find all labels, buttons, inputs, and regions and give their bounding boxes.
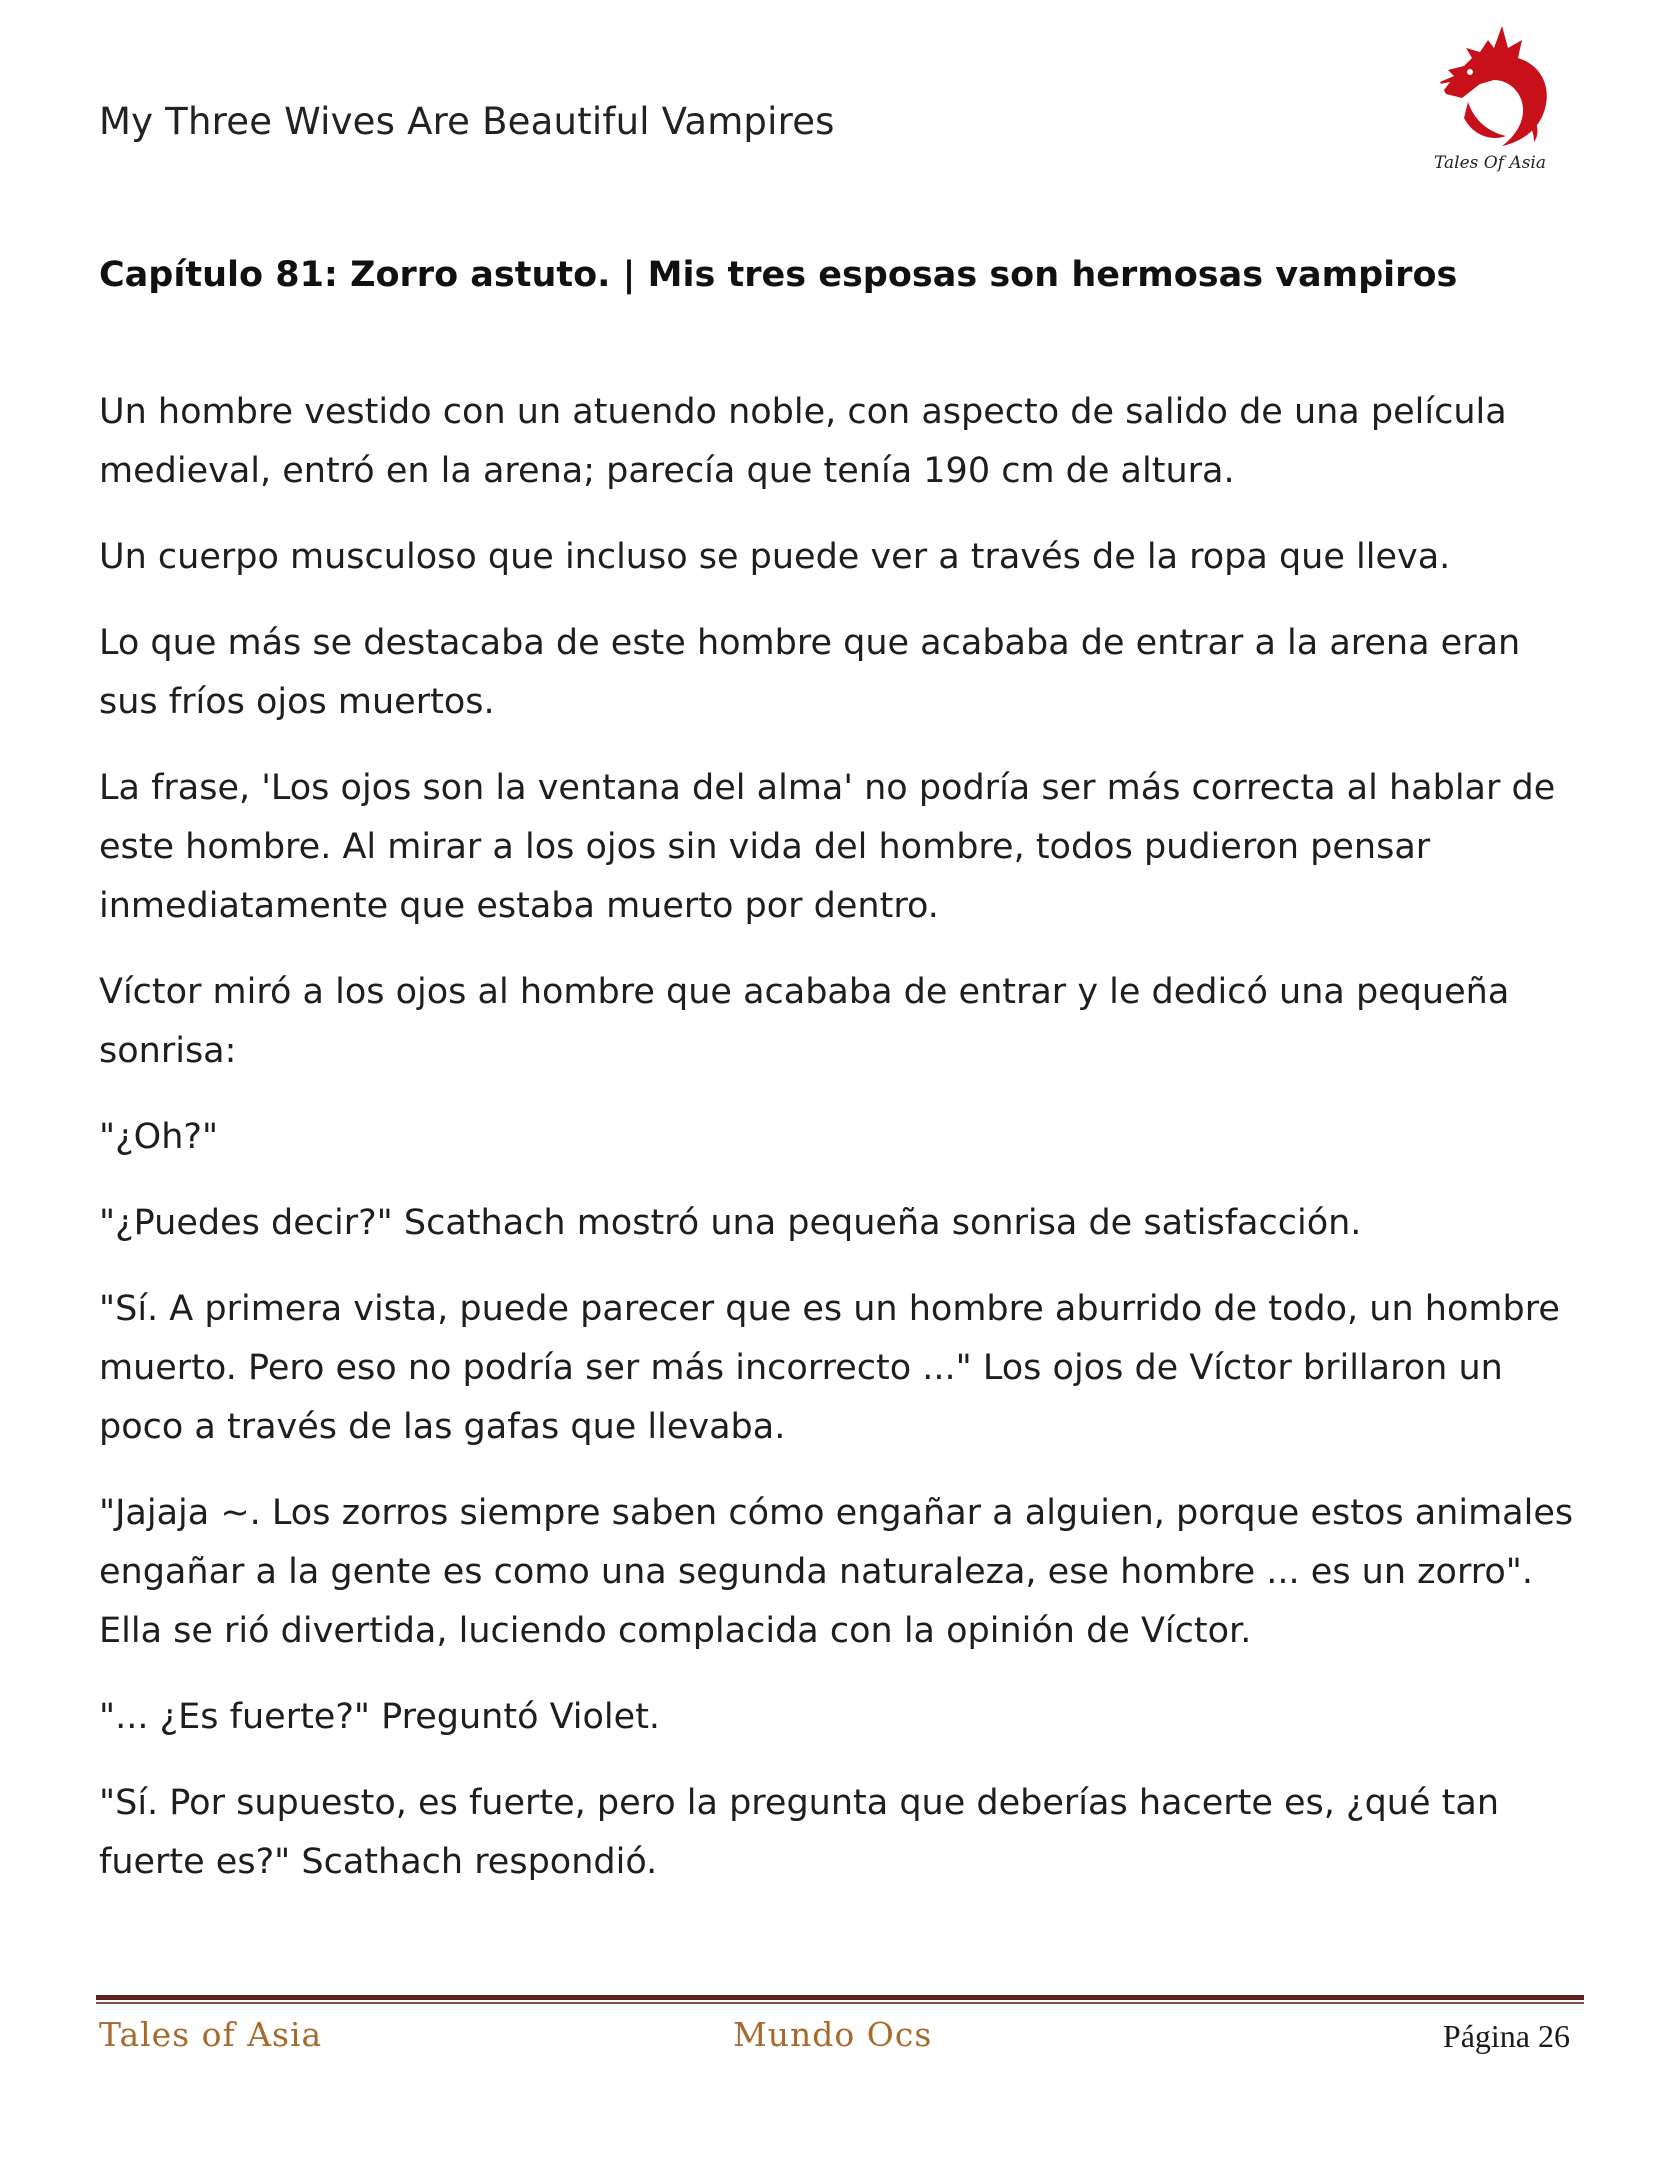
paragraph: "¿Puedes decir?" Scathach mostró una pequeña sonrisa de satisfacción. [99,1203,1362,1243]
chapter-title: Capítulo 81: Zorro astuto. | Mis tres esposas son hermosas vampiros [99,255,1458,295]
red-dragon-icon [1410,18,1570,178]
paragraph: "Jajaja ~. Los zorros siempre saben cómo engañar a alguien, porque estos animales engañar a la gente es como una segunda naturaleza, ese hombre ... es un zorro". Ella se rió divertida, luciendo complacida con la opinión de Víctor. [99,1493,1574,1651]
footer-site-name: Tales of Asia [99,2015,323,2054]
paragraph: "... ¿Es fuerte?" Preguntó Violet. [99,1697,661,1737]
paragraph: "¿Oh?" [99,1117,219,1157]
paragraph: Un cuerpo musculoso que incluso se puede ver a través de la ropa que lleva. [99,537,1451,577]
paragraph: "Sí. A primera vista, puede parecer que es un hombre aburrido de todo, un hombre muerto. Pero eso no podría ser más incorrecto ..." Los ojos de Víctor brillaron un poco a través de las gafas que llevaba. [99,1289,1560,1447]
footer-section-name: Mundo Ocs [733,2015,933,2054]
paragraph: "Sí. Por supuesto, es fuerte, pero la pregunta que deberías hacerte es, ¿qué tan fuerte es?" Scathach respondió. [99,1783,1499,1882]
book-title: My Three Wives Are Beautiful Vampires [99,100,835,143]
logo-text: Tales Of Asia [1434,153,1546,173]
paragraph: Un hombre vestido con un atuendo noble, con aspecto de salido de una película medieval, entró en la arena; parecía que tenía 190 cm de altura. [99,392,1507,491]
chapter-body [99,383,1584,1919]
tales-of-asia-logo [1410,18,1570,178]
footer-divider-thin [96,2002,1584,2004]
footer-divider [96,1995,1584,2004]
paragraph: Víctor miró a los ojos al hombre que acababa de entrar y le dedicó una pequeña sonrisa: [99,972,1510,1071]
paragraph: La frase, 'Los ojos son la ventana del alma' no podría ser más correcta al hablar de este hombre. Al mirar a los ojos sin vida del hombre, todos pudieron pensar inmediatamente que estaba muerto por dentro. [99,768,1556,926]
page-number: Página 26 [1442,2018,1570,2054]
footer-divider-thick [96,1995,1584,2000]
paragraph: Lo que más se destacaba de este hombre que acababa de entrar a la arena eran sus fríos ojos muertos. [99,623,1521,722]
